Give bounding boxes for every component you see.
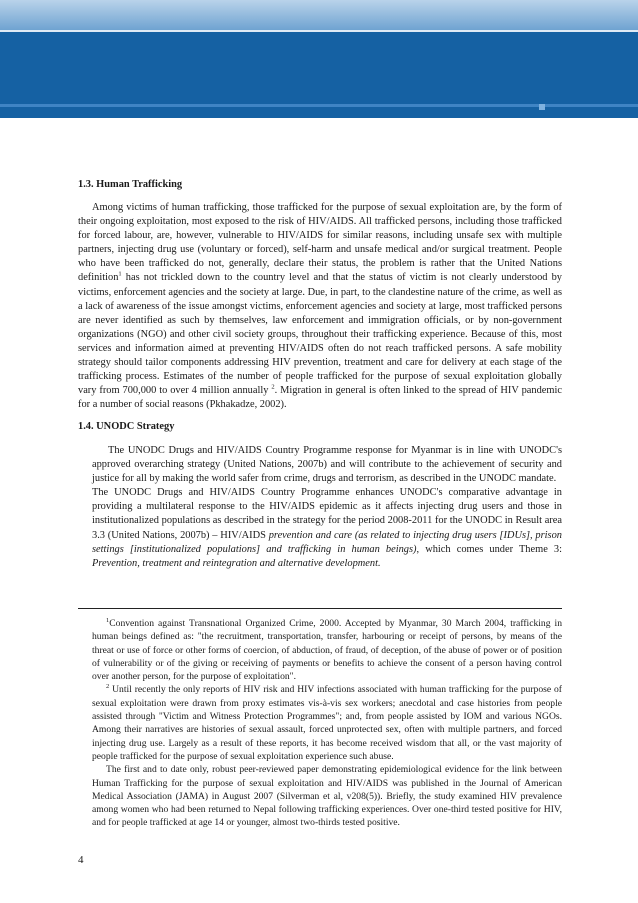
footnotes: [92, 617, 562, 830]
page-number: 4: [78, 854, 84, 866]
header-gradient: [0, 0, 638, 30]
footnote-ref[interactable]: 2: [271, 383, 275, 391]
footnote: The first and to date only, robust peer-reviewed paper demonstrating epidemiological evidence for the link between Human Trafficking for the purpose of sexual exploitation and HIV/AIDS was published in the Journal of American Medical Association (JAMA) in August 2007 (Silverman et al, v208(5)). Briefly, the study examined HIV prevalence among women who had been returned to Nepal following trafficking experiences. Over one-third tested positive for HIV, and for people trafficked at age 14 or younger, almost two-thirds tested positive.: [92, 764, 562, 829]
footnote-divider: [78, 608, 562, 609]
header-divider: [0, 30, 638, 32]
footnote-marker: 2: [106, 683, 110, 691]
section-unodc-strategy: [78, 420, 562, 571]
italic-text: Prevention, treatment and reintegration and alternative development.: [92, 557, 381, 569]
section-human-trafficking: [78, 178, 562, 412]
page-content: [78, 178, 562, 569]
paragraph-text: , which comes under Theme 3:: [416, 543, 562, 555]
section-body: [92, 444, 562, 571]
section-heading: 1.4. UNODC Strategy: [78, 421, 175, 432]
paragraph-text: . Migration in general is often linked to the spread of HIV pandemic for a number of social reasons (Pkhakadze, 2002).: [78, 385, 562, 411]
footnote: [92, 617, 562, 683]
section-heading: 1.3. Human Trafficking: [78, 179, 183, 190]
body-paragraph: [92, 486, 562, 571]
body-paragraph: The UNODC Drugs and HIV/AIDS Country Programme response for Myanmar is in line with UNODC's approved overarching strategy (United Nations, 2007b) and will contribute to the achievement of security and justice for all by making the world safer from crime, drugs and terrorism, as described in the UNODC mandate.: [92, 445, 562, 485]
footnote-ref[interactable]: 1: [118, 271, 122, 278]
paragraph-text: The UNODC Drugs and HIV/AIDS Country Programme enhances UNODC's comparative advantage in providing a multilateral response to the HIV/AIDS epidemic as it affects injecting drug users and those in institutionalized populations as described in the strategy for the period 2008-2011 for the UNODC in Result area 3.3 (United Nations, 2007b) – HIV/AIDS: [92, 487, 562, 541]
footnote-text: Until recently the only reports of HIV risk and HIV infections associated with human trafficking for the purpose of sexual exploitation were drawn from proxy estimates vis-à-vis sex workers; anecdotal and case histories from people assisted through "Victim and Witness Protection Programmes"; and, from people assisted by IOM and various NGOs. Among their narratives are histories of sexual assault, forced unprotected sex, often with multiple partners, and forced injecting drug use. Largely as a result of these reports, it has become received wisdom that all, or the vast majority of people trafficked for the purpose of sexual exploitation experience such abuse.: [92, 684, 562, 762]
footnote: [92, 683, 562, 763]
paragraph-text: Among victims of human trafficking, those trafficked for the purpose of sexual exploitation are, by the form of their ongoing exploitation, most exposed to the risk of HIV/AIDS. All trafficked persons, including those trafficked for forced labour, are, however, vulnerable to HIV/AIDS for similar reasons, including unsafe sex with multiple partners, injecting drug use (voluntary or forced), self-harm and unsafe medical and/or surgical treatment. People who have been trafficked do not, generally, declare their status, the problem is rather that the United Nations definition: [78, 202, 562, 284]
italic-text: prevention and care (as related to injecting drug users [IDUs], prison settings [institutionalized populations] and trafficking in human beings): [92, 529, 562, 555]
footnote-marker: 1: [106, 616, 110, 624]
body-paragraph: [78, 201, 562, 412]
header-square-icon: [539, 104, 545, 110]
footnote-text: Convention against Transnational Organized Crime, 2000. Accepted by Myanmar, 30 March 2004, trafficking in human beings defined as: "the recruitment, transportation, transfer, harbouring or receipt of persons, by means of the threat or use of force or other forms of coercion, of abduction, of fraud, of deception, of the abuse of power or of position of vulnerability or of the giving or receiving of payments or benefits to achieve the consent of a person having control over another person, for the purpose of exploitation".: [92, 618, 562, 683]
paragraph-text: has not trickled down to the country level and that the status of victim is not clearly understood by victims, enforcement agencies and the society at large. Due, in part, to the clandestine nature of the crime, as well as a lack of awareness of the issue amongst victims, enforcement agencies and society at large, most trafficked persons are never identified as such by themselves, law enforcement and immigration officials, or by non-government organizations (NGO) and other civil society groups, throughout their trafficking experience. Because of this, most services and information aimed at preventing HIV/AIDS often do not reach trafficked persons. A safe mobility strategy should tailor components addressing HIV prevention, treatment and care for delivery at each stage of the trafficking process. Estimates of the number of people trafficked for the purpose of sexual exploitation globally vary from 700,000 to over 4 million annually: [78, 272, 562, 397]
